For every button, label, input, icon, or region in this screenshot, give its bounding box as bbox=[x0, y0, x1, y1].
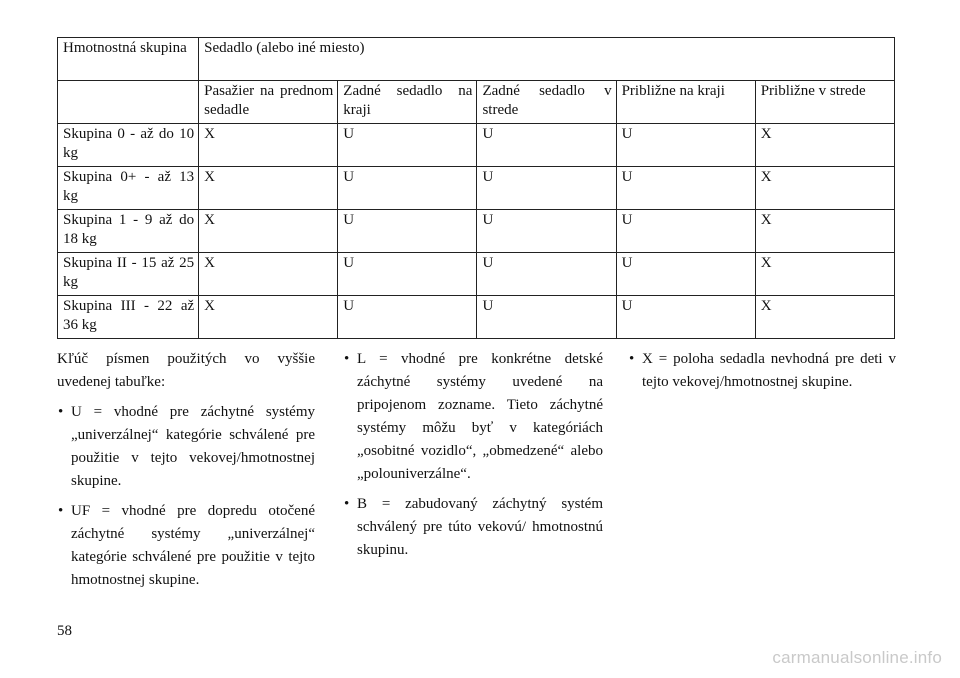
table-cell: U bbox=[338, 253, 477, 296]
table-cell: X bbox=[199, 124, 338, 167]
bullet-icon: • bbox=[58, 503, 64, 519]
table-subheader-row bbox=[58, 81, 895, 124]
legend-intro: Kľúč písmen použitých vo vyššie uvedenej tabuľke: bbox=[57, 351, 315, 390]
position-header: Zadné sedadlo v strede bbox=[477, 81, 616, 124]
table-cell: X bbox=[755, 167, 894, 210]
bullet-icon: • bbox=[629, 351, 635, 367]
bullet-icon: • bbox=[344, 496, 350, 512]
table-cell: U bbox=[338, 124, 477, 167]
legend-item-text: X = poloha sedadla nevhodná pre deti v tejto vekovej/hmotnostnej skupine. bbox=[642, 351, 896, 390]
legend-item-text: UF = vhodné pre dopredu otočené záchytné systémy „univerzálnej“ kategórie schválené pre použitie v tejto hmotnostnej skupine. bbox=[71, 503, 315, 588]
legend-item bbox=[57, 401, 315, 493]
watermark: carmanualsonline.info bbox=[772, 648, 942, 667]
table-row bbox=[58, 167, 895, 210]
table-cell: X bbox=[199, 167, 338, 210]
bullet-icon: • bbox=[58, 404, 64, 420]
child-seat-suitability-table bbox=[57, 37, 895, 339]
table-row bbox=[58, 124, 895, 167]
weight-group-cell: Skupina 0 - až do 10 kg bbox=[58, 124, 199, 167]
table-cell: U bbox=[616, 253, 755, 296]
legend-item bbox=[343, 493, 603, 562]
table-cell: U bbox=[477, 296, 616, 339]
page-number: 58 bbox=[57, 623, 72, 639]
table-cell: X bbox=[755, 296, 894, 339]
table-cell: U bbox=[616, 210, 755, 253]
table-cell: U bbox=[338, 296, 477, 339]
weight-group-cell: Skupina II - 15 až 25 kg bbox=[58, 253, 199, 296]
bullet-icon: • bbox=[344, 351, 350, 367]
weight-group-cell: Skupina III - 22 až 36 kg bbox=[58, 296, 199, 339]
position-header: Pasažier na prednom sedadle bbox=[199, 81, 338, 124]
table-cell: U bbox=[616, 124, 755, 167]
empty-header-cell bbox=[58, 81, 199, 124]
weight-group-header: Hmotnostná skupina bbox=[58, 38, 199, 81]
table-row bbox=[58, 253, 895, 296]
table-cell: X bbox=[755, 253, 894, 296]
table-cell: U bbox=[338, 210, 477, 253]
table-row bbox=[58, 296, 895, 339]
table-cell: U bbox=[477, 210, 616, 253]
legend-column-3 bbox=[628, 348, 896, 394]
legend-item bbox=[57, 500, 315, 592]
table-cell: U bbox=[477, 253, 616, 296]
table-cell: U bbox=[616, 296, 755, 339]
table-cell: U bbox=[616, 167, 755, 210]
table-cell: X bbox=[199, 253, 338, 296]
legend-item-text: U = vhodné pre záchytné systémy „univerzálnej“ kategórie schválené pre použitie v tejto vekovej/hmotnostnej skupine. bbox=[71, 404, 315, 489]
table-row bbox=[58, 210, 895, 253]
legend-column-2 bbox=[343, 348, 603, 562]
seat-header: Sedadlo (alebo iné miesto) bbox=[199, 38, 895, 81]
legend-list bbox=[628, 348, 896, 394]
position-header: Zadné sedadlo na kraji bbox=[338, 81, 477, 124]
legend-item bbox=[343, 348, 603, 486]
table-cell: X bbox=[755, 124, 894, 167]
position-header: Približne v strede bbox=[755, 81, 894, 124]
table-cell: U bbox=[338, 167, 477, 210]
weight-group-cell: Skupina 0+ - až 13 kg bbox=[58, 167, 199, 210]
table-cell: U bbox=[477, 167, 616, 210]
legend-list bbox=[57, 401, 315, 592]
legend-item-text: B = zabudovaný záchytný systém schválený pre túto vekovú/ hmotnostnú skupinu. bbox=[357, 496, 603, 558]
legend-item-text: L = vhodné pre konkrétne detské záchytné systémy uvedené na pripojenom zozname. Tieto záchytné systémy môžu byť v kategóriách „osobitné vozidlo“, „obmedzené“ alebo „polouniverzálne“. bbox=[357, 351, 603, 482]
legend-column-1 bbox=[57, 348, 315, 592]
table-cell: U bbox=[477, 124, 616, 167]
weight-group-cell: Skupina 1 - 9 až do 18 kg bbox=[58, 210, 199, 253]
legend-item bbox=[628, 348, 896, 394]
position-header: Približne na kraji bbox=[616, 81, 755, 124]
legend-list bbox=[343, 348, 603, 562]
table-cell: X bbox=[199, 296, 338, 339]
table-cell: X bbox=[755, 210, 894, 253]
table-header-row bbox=[58, 38, 895, 81]
table-cell: X bbox=[199, 210, 338, 253]
